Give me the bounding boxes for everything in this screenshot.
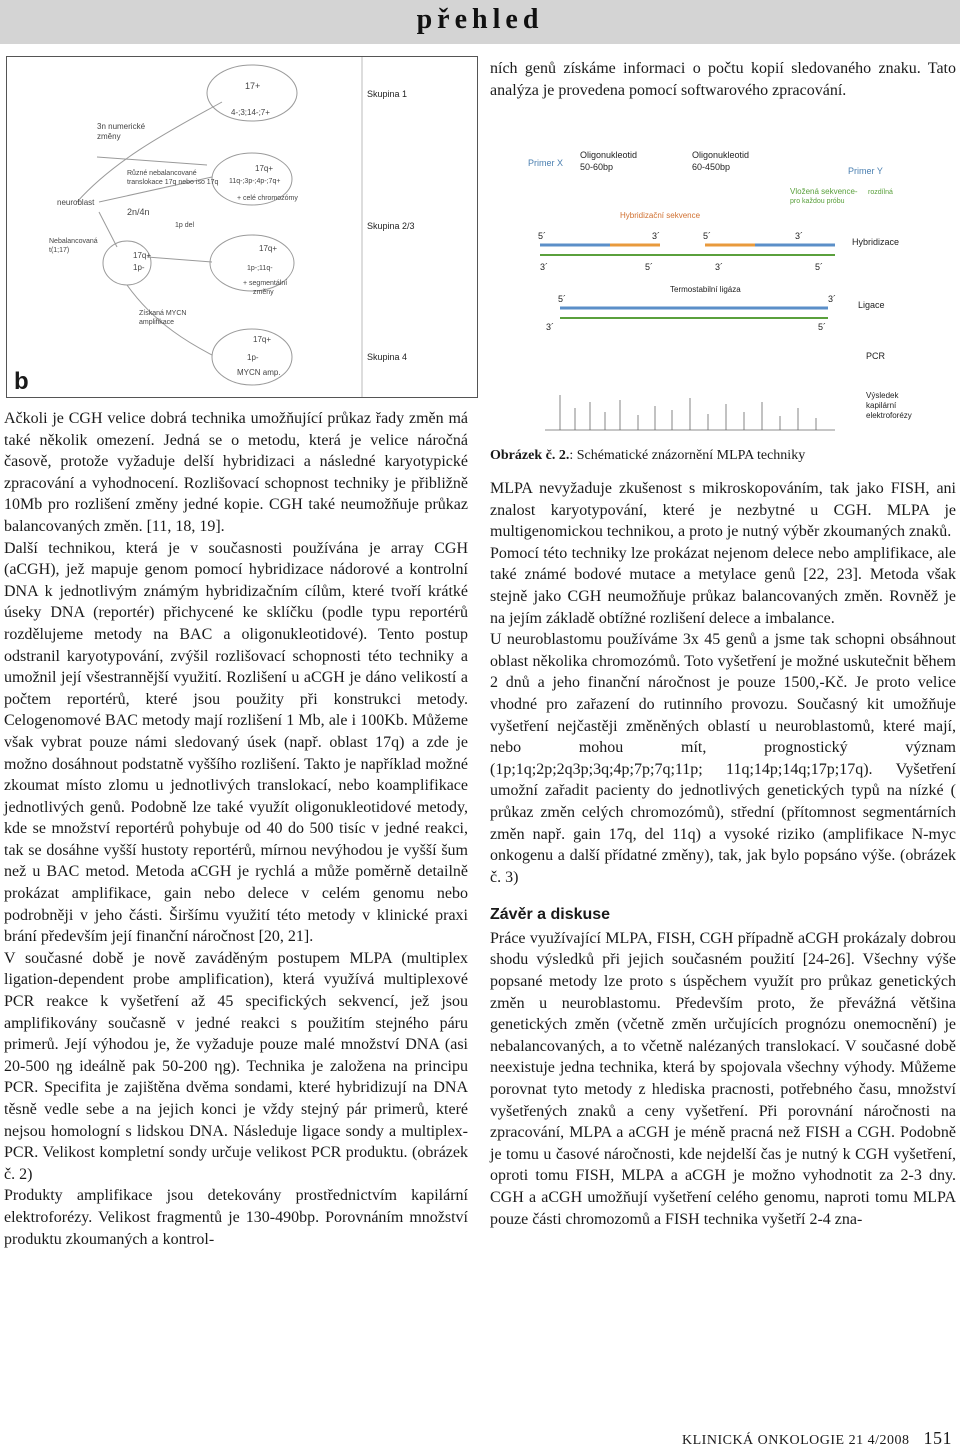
section-heading: Závěr a diskuse — [490, 906, 611, 924]
p3-c: 3´ — [540, 262, 549, 272]
p3-e: 3´ — [828, 294, 837, 304]
node-1pd: 1p- — [247, 353, 259, 362]
vlozena-label-2: pro každou próbu — [790, 198, 845, 205]
electropherogram — [545, 395, 835, 430]
node-numeric2: změny — [97, 132, 121, 141]
node-2n4n: 2n/4n — [127, 207, 150, 217]
node-cele: + celé chromozómy — [237, 195, 298, 202]
vlozena-label-b: rozdílná — [868, 189, 893, 196]
hybr-seq-label: Hybridizační sekvence — [620, 211, 701, 220]
node-4314: 4-;3;14-;7+ — [231, 108, 270, 117]
node-segm2: změny — [253, 289, 274, 296]
vysledek-label-2: kapilární — [866, 401, 897, 410]
node-17qa-sub: 11q-;3p-;4p-;7q+ — [229, 178, 281, 185]
node-nebalanc: Nebalancovaná — [49, 238, 98, 245]
right-column — [490, 478, 956, 1230]
p3-d: 3´ — [715, 262, 724, 272]
p5-a: 5´ — [538, 231, 547, 241]
branch-line — [147, 257, 212, 262]
branch-line — [77, 102, 222, 202]
node-ruzne1: Různé nebalancované — [127, 170, 197, 177]
journal-name: KLINICKÁ ONKOLOGIE 21 4/2008 — [682, 1433, 910, 1448]
left-paragraph-4: Produkty amplifikace jsou detekovány prostřednictvím kapilární elektroforézy. Velikost fragmentů je 130-490bp. Porovnáním množství produktu zkoumaných a kontrol- — [4, 1187, 468, 1248]
p5-d: 5´ — [815, 262, 824, 272]
figure-mlpa-schematic — [490, 140, 956, 445]
caption-label: Obrázek č. 2. — [490, 448, 570, 463]
oligo1-size: 50-60bp — [580, 162, 614, 172]
figure-neuroblastoma-tree — [6, 56, 478, 398]
node-segm1: + segmentální — [243, 280, 288, 287]
right-top-paragraph: ních genů získáme informaci o počtu kopií sledovaného znaku. Tato analýza je provedena pomocí softwarového zpracování. — [490, 60, 956, 99]
vlozena-label: Vložená sekvence- — [790, 187, 858, 196]
branch-line — [99, 212, 117, 247]
left-paragraph-2: Další technikou, která je v současnosti používána je array CGH (aCGH), jež mapuje genom pomocí hybridizace nádorové a kontrolní DNA k jednotlivým známým hybridizačním cílům, které tvoří krátké úseky DNA (reportér) přichycené ke sklíčku (podle typu reportérů rozdělujeme metody na BAC a oligonukleotidové). Tento postup odstranil karyotypování, zvýšil rozlišovací schopnosti této techniky a umožnil její všestrannější využití. Rozlišení u aCGH je dáno velikostí a počtem reportérů, které jsou použity při konstrukci metody. Celogenomové BAC metody mají rozlišení 1 Mb, ale i 100Kb. Můžeme však vybrat pouze námi sledovaný úsek (např. oblast 17q) a zde je možno dosáhnout podstatně vyššího rozlišení. Takto je například možné zkoumat místo zlomu u jednotlivých translokací, nebo koamplifikace jednotlivých genů. Podobně lze také využít oligonukleotidové metody, kde se množství reportérů pohybuje od 40 do 500 tisíc v jedné reakci, tak se dosáhne vyšší hustoty reportérů, mírnou nevýhodou je vyšší šum než u BAC metod. Metoda aCGH je rychlá a může poměrně detailně prokázat amplifikace, gain nebo delece v celém genomu nebo podrobněji v jeho části. Širšímu využití této metody v klinické praxi brání především její finanční náročnost [20, 21]. — [4, 539, 468, 946]
primer-x-label: Primer X — [528, 158, 564, 168]
oligo2-size: 60-450bp — [692, 162, 731, 172]
left-paragraph-3: V současné době je nově zaváděným postupem MLPA (multiplex ligation-dependent probe amplification), která využívá multiplexové PCR reakce k vyšetření až 45 specifických sekvencí, jež jsou amplifikovány současně v jedné reakci s použitím stejného páru primerů. Její výhodou je, že vyžaduje pouze malé množství DNA (asi 20-500 ηg ideálně pak 50-200 ηg). Technika je založena na principu PCR. Specifita je zajištěna dvěma sondami, které hybridizují na DNA těsně vedle sebe a na jejich konci je vždy stejný pár primerů, které nejsou homologní s lidskou DNA. Následuje ligace sondy a multiplex-PCR. Velikost kompletní sondy určuje velikost PCR produktu. (obrázek č. 2) — [4, 949, 468, 1183]
caption-text: : Schématické znázornění MLPA techniky — [569, 448, 806, 463]
right-paragraph-2: Pomocí této techniky lze prokázat nejenom delece nebo amplifikace, ale také známé bodové mutace a metylace genů [22, 23]. Metoda však stejně jako CGH neumožňuje průkaz balancovaných změn. Rovněž je na jejím základě obtížné rozlišení delece a imbalance. — [490, 544, 956, 627]
p3-f: 3´ — [546, 322, 555, 332]
node-ruzne2: translokace 17q nebo iso 17q — [127, 179, 219, 186]
node-17qd: 17q+ — [253, 335, 272, 344]
p3-a: 3´ — [652, 231, 661, 241]
right-paragraph-1: MLPA nevyžaduje zkušenost s mikroskopováním, tak jako FISH, ani znalost karyotypování, které je nezbytné u CGH. MLPA je multigenomickou technikou, a proto je nutný výběr zkoumaných znaků. — [490, 480, 956, 541]
page-section-title: přehled — [416, 4, 544, 35]
branch-line — [97, 157, 207, 165]
page-number: 151 — [923, 1428, 952, 1448]
node-t117: t(1;17) — [49, 247, 70, 254]
pcr-label: PCR — [866, 351, 886, 361]
node-17qa: 17q+ — [255, 164, 274, 173]
node-1pb: 1p- — [133, 263, 145, 272]
vysledek-label-3: elektroforézy — [866, 411, 912, 420]
figure-letter: b — [14, 368, 29, 395]
primer-y-label: Primer Y — [848, 166, 883, 176]
node-17plus: 17+ — [245, 81, 261, 91]
p5-c: 5´ — [645, 262, 654, 272]
oligo1-label: Oligonukleotid — [580, 150, 638, 160]
p5-f: 5´ — [818, 322, 827, 332]
node-mycn2: amplifikace — [139, 319, 175, 326]
oligo2-label: Oligonukleotid — [692, 150, 750, 160]
node-17qc-sub: 1p-;11q- — [247, 265, 273, 272]
figure2-caption — [490, 448, 956, 464]
node-mycnamp: MYCN amp. — [237, 368, 281, 377]
p5-b: 5´ — [703, 231, 712, 241]
ligaza-label: Termostabilní ligáza — [670, 285, 741, 294]
vysledek-label-1: Výsledek — [866, 391, 899, 400]
left-column — [4, 408, 468, 1250]
node-1pdel: 1p del — [175, 222, 195, 229]
p3-b: 3´ — [795, 231, 804, 241]
node-numeric: 3n numerické — [97, 122, 146, 131]
section-paragraph: Práce využívající MLPA, FISH, CGH případně aCGH prokázaly dobrou shodu výsledků při jejich současném použití [24-26]. Všechny výše popsané metody lze proto s úspěchem využít pro průkaz genetických změn u neuroblastomu. Především proto, že převážná většina genetických změn (včetně změn určujících prognózu onemocnění) je nebalancovaných, a to včetně nalézaných translokací. V současné době neexistuje jedna technika, která by spojovala všechny výhody. Můžeme porovnat tyto metody z hlediska pracnosti, potřebného času, množství vyšetřených znaků a ceny vyšetření. Při porovnání náročnosti na zpracování, MLPA a aCGH je méně pracná než FISH a CGH. Podobně je tomu u časové náročnosti, kde nejdelší čas je nutný k CGH vyšetření, oproti tomu FISH, MLPA a aCGH je možno vyhodnotit za 2-3 dny. CGH a aCGH umožňují vyšetření celého genomu, naproti tomu MLPA pouze části chromozomů a FISH technika vyšetří 2-4 zna- — [490, 929, 956, 1228]
node-17qb: 17q+ — [133, 251, 152, 260]
ligace-label: Ligace — [858, 300, 885, 310]
hybridizace-label: Hybridizace — [852, 237, 900, 247]
p5-e: 5´ — [558, 294, 567, 304]
node-17qc: 17q+ — [259, 244, 278, 253]
group4-label: Skupina 4 — [367, 352, 408, 362]
node-neuroblast: neuroblast — [57, 198, 95, 207]
left-paragraph-1: Ačkoli je CGH velice dobrá technika umožňující průkaz řady změn má také několik omezení. Jedná se o metodu, která je velice náročná časově, protože vyžaduje delší hybridizaci a následné karyotypické zpracování a vyhodnocení. Rozlišovací schopnost techniky je přibližně 10Mb pro rozlišení změny jedné kopie. CGH také neumožňuje průkaz balancovaných změn. [11, 18, 19]. — [4, 410, 468, 535]
right-paragraph-3: U neuroblastomu používáme 3x 45 genů a jsme tak schopni obsáhnout oblast několika chromozómů. Toto vyšetření je možné uskutečnit během 2 dnů a jeho finanční náročnost je pouze 1500,-Kč. Je proto velice vhodné pro zařazení do rutinního provozu. Současný kit umožňuje vyšetření nejčastěji změněných oblastí u neuroblastomů, které mají, nebo mohou mít, prognostický význam (1p;1q;2p;2q3p;3q;4p;7p;7q;11p; 11q;14p;14q;17p;17q). Vyšetření umožní zařadit pacienty do jednotlivých genetických typů na nízké ( průkaz změn celých chromozómů), střední (přítomnost segmentárních změn např. gain 17q, del 11q) a vysoké riziko (amplifikace N-myc onkogenu a další přídatné změny), tak, jak bylo popsáno výše. (obrázek č. 3) — [490, 631, 956, 886]
group23-label: Skupina 2/3 — [367, 221, 415, 231]
page-footer — [682, 1428, 952, 1449]
node-mycn1: Získaná MYCN — [139, 310, 187, 317]
group1-label: Skupina 1 — [367, 89, 408, 99]
